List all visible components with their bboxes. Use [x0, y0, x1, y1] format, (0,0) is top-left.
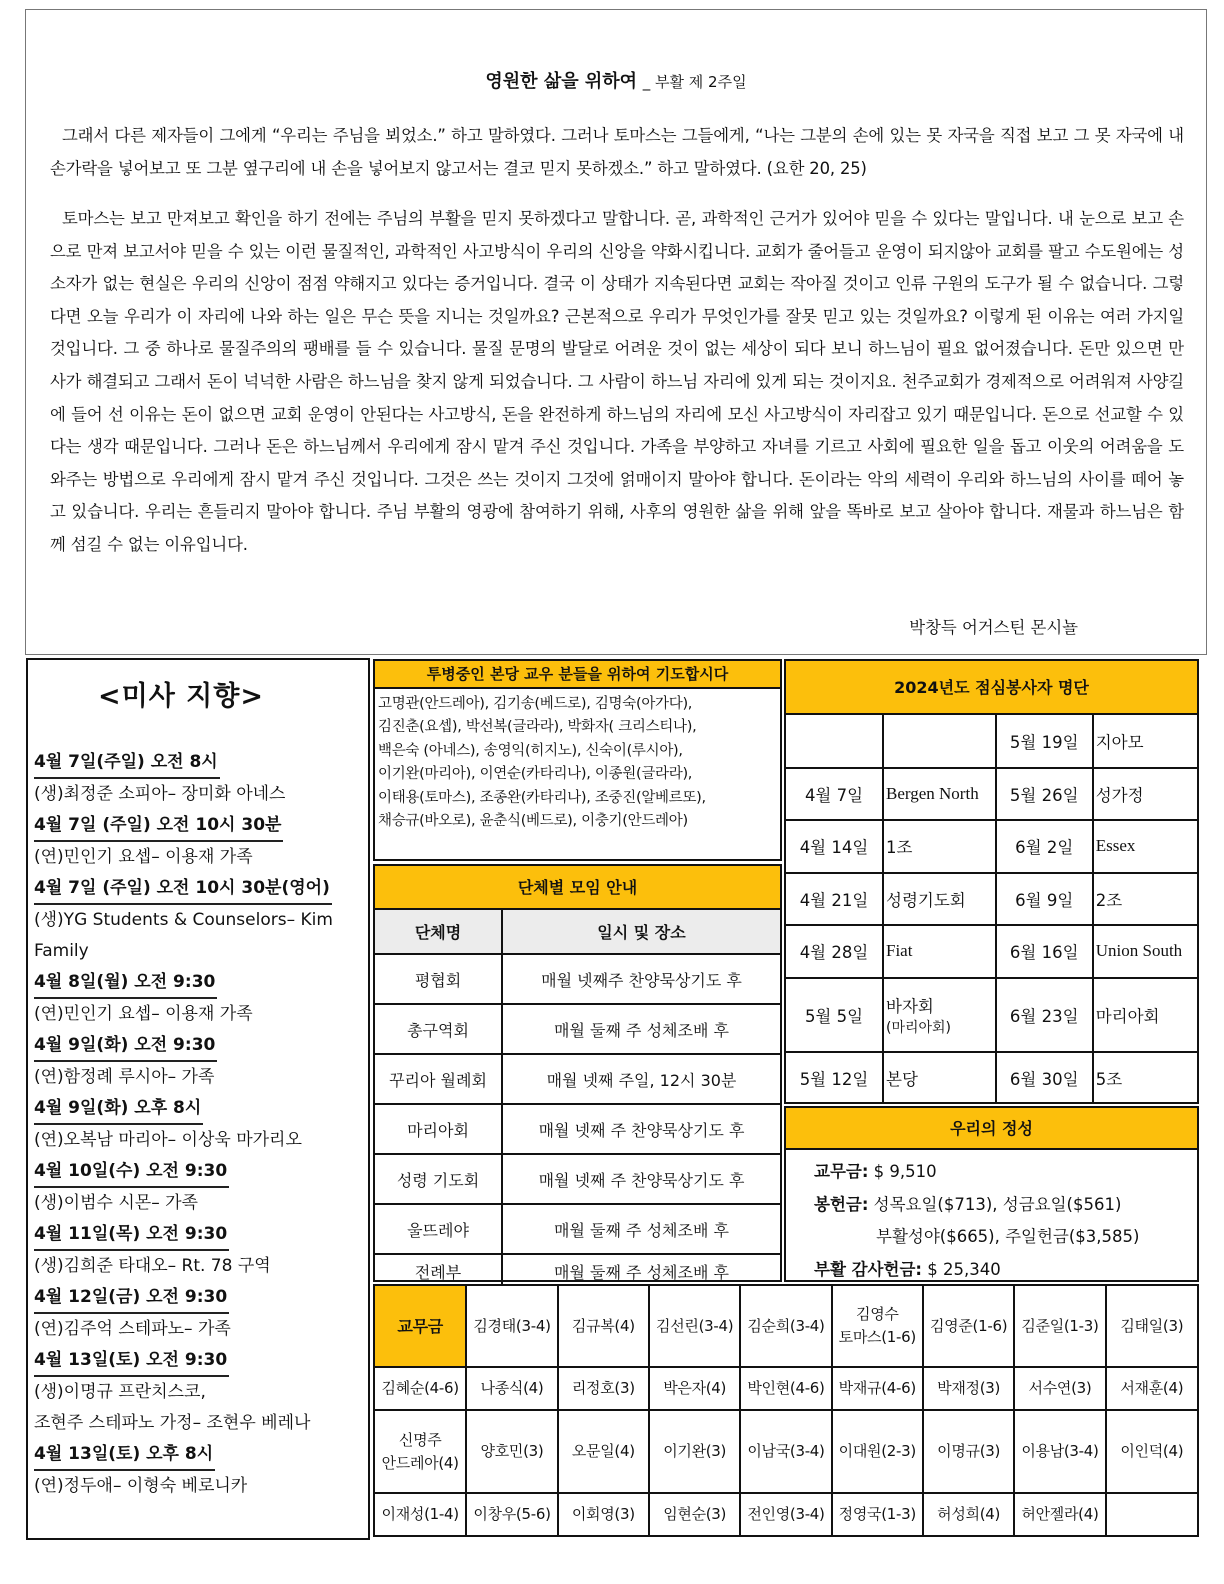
group-meetings-table [375, 910, 780, 1288]
prayer-name-line: 이태용(토마스), 조종완(카타리나), 조중진(알베르또), [378, 789, 706, 806]
lunch-team [883, 715, 996, 768]
lunch-team: 지아모 [1093, 715, 1197, 768]
lunch-team-label: 본당 [886, 1070, 918, 1090]
dues-member: 이인덕(4) [1106, 1410, 1197, 1493]
lunch-team [883, 1052, 996, 1105]
dues-member: 전인영(3-4) [740, 1493, 831, 1535]
table-row [375, 1054, 780, 1104]
lunch-date: 4월 7일 [786, 768, 883, 821]
dues-member: 허안젤라(4) [1014, 1493, 1105, 1535]
lunch-date: 6월 16일 [996, 925, 1093, 978]
lunch-volunteers-title: 2024년도 점심봉사자 명단 [786, 661, 1197, 715]
table-row [786, 715, 1197, 768]
offering-box [784, 1106, 1199, 1282]
lunch-date: 6월 2일 [996, 820, 1093, 873]
dues-member: 김영준(1-6) [923, 1286, 1014, 1367]
prayer-name-line: 백은숙 (아네스), 송영익(히지노), 신숙이(루시아), [378, 742, 683, 759]
dues-box [373, 1284, 1199, 1537]
dues-member: 김태일(3) [1106, 1286, 1197, 1367]
dues-total-label: 교무금: [814, 1162, 869, 1181]
table-row [375, 954, 780, 1004]
group-schedule: 매월 넷째주 찬양묵상기도 후 [502, 954, 780, 1004]
easter-offering-value: $ 25,340 [927, 1259, 1001, 1279]
mass-entry [34, 873, 364, 967]
dues-member: 김선린(3-4) [649, 1286, 740, 1367]
lunch-date: 5월 26일 [996, 768, 1093, 821]
lunch-team: 마리아회 [1093, 978, 1197, 1052]
dues-member: 박인현(4-6) [740, 1367, 831, 1410]
group-name: 평협회 [375, 954, 502, 1004]
offering-body [786, 1150, 1197, 1286]
lunch-date: 4월 21일 [786, 873, 883, 926]
article-heading [26, 68, 1206, 96]
lunch-team-label: 성령기도회 [886, 890, 966, 910]
dues-member: 임현순(3) [649, 1493, 740, 1535]
lunch-team: 5조 [1093, 1052, 1197, 1105]
lunch-team [883, 873, 996, 926]
dues-member: 허성희(4) [923, 1493, 1014, 1535]
article-box [25, 9, 1207, 655]
dues-member: 박재규(4-6) [832, 1367, 923, 1410]
mass-intention: (생)이범수 시몬– 가족 [34, 1193, 198, 1213]
dues-member: 신명주 안드레아(4) [375, 1410, 466, 1493]
dues-member: 서수연(3) [1014, 1367, 1105, 1410]
table-row [786, 768, 1197, 821]
lunch-team-label: 바자회 [886, 996, 934, 1016]
prayer-name-line: 고명관(안드레아), 김기송(베드로), 김명숙(아가다), [378, 696, 693, 712]
lunch-date: 5월 5일 [786, 978, 883, 1052]
mass-time: 4월 9일(화) 오전 9:30 [34, 1030, 217, 1062]
lunch-date: 6월 23일 [996, 978, 1093, 1052]
easter-offering-label: 부활 감사헌금: [814, 1259, 922, 1279]
group-name: 성령 기도회 [375, 1154, 502, 1204]
mass-time: 4월 13일(토) 오전 9:30 [34, 1345, 229, 1377]
table-row [786, 873, 1197, 926]
mass-entry [34, 967, 364, 1030]
table-row [786, 1052, 1197, 1105]
table-row [375, 1367, 1197, 1410]
lunch-team-label: Fiat [886, 941, 913, 961]
mass-intention: (연)정두애– 이형숙 베로니카 [34, 1476, 248, 1496]
mass-intention: (연)오복남 마리아– 이상욱 마가리오 [34, 1130, 302, 1150]
dues-total-line [814, 1156, 1197, 1189]
collection-line [814, 1189, 1197, 1222]
group-meetings-title: 단체별 모임 안내 [375, 866, 780, 910]
mass-entry [34, 1093, 364, 1156]
dues-member: 양호민(3) [466, 1410, 557, 1493]
mass-intention: (생)최정준 소피아– 장미화 아네스 [34, 784, 286, 804]
group-schedule: 매월 넷째 주 찬양묵상기도 후 [502, 1104, 780, 1154]
lunch-date: 5월 12일 [786, 1052, 883, 1105]
dues-member: 오문일(4) [558, 1410, 649, 1493]
lunch-team-note: (마리아회) [886, 1019, 952, 1036]
lunch-team [883, 768, 996, 821]
dues-member: 김혜순(4-6) [375, 1367, 466, 1410]
table-row [375, 1410, 1197, 1493]
mass-intention: (연)민인기 요셉– 이용재 가족 [34, 1004, 253, 1024]
lunch-volunteers-table [786, 715, 1197, 1104]
dues-member [1106, 1493, 1197, 1535]
mass-entry [34, 1219, 364, 1282]
dues-member: 이창우(5-6) [466, 1493, 557, 1535]
collection-line-2: 부활성야($665), 주일헌금($3,585) [876, 1227, 1140, 1246]
dues-member: 이명규(3) [923, 1410, 1014, 1493]
lunch-volunteers-box [784, 659, 1199, 1104]
table-row [375, 1004, 780, 1054]
lunch-date: 6월 30일 [996, 1052, 1093, 1105]
dues-member: 김규복(4) [558, 1286, 649, 1367]
lunch-date: 4월 28일 [786, 925, 883, 978]
dues-total-value: $ 9,510 [873, 1162, 937, 1181]
mass-time: 4월 9일(화) 오후 8시 [34, 1093, 203, 1125]
group-schedule: 매월 둘째 주 성체조배 후 [502, 1004, 780, 1054]
lunch-team: 성가정 [1093, 768, 1197, 821]
dues-member: 이회영(3) [558, 1493, 649, 1535]
table-row [786, 978, 1197, 1052]
lunch-team: Union South [1093, 925, 1197, 978]
prayer-name-line: 김진춘(요셉), 박선복(글라라), 박화자( 크리스티나), [378, 719, 697, 736]
mass-intentions-title: <미사 지향> [98, 681, 264, 712]
dues-member: 이재성(1-4) [375, 1493, 466, 1535]
mass-intention: (연)함정례 루시아– 가족 [34, 1067, 215, 1087]
table-row [786, 820, 1197, 873]
dues-member: 김준일(1-3) [1014, 1286, 1105, 1367]
dues-table [375, 1286, 1197, 1535]
mass-time: 4월 7일 (주일) 오전 10시 30분 [34, 810, 283, 842]
table-row [375, 1204, 780, 1254]
dues-member: 이대원(2-3) [832, 1410, 923, 1493]
lunch-date: 4월 14일 [786, 820, 883, 873]
mass-intention: (연)김주억 스테파노– 가족 [34, 1319, 231, 1339]
group-meetings-box [373, 864, 782, 1282]
dues-label: 교무금 [375, 1286, 466, 1367]
group-schedule: 매월 둘째 주 성체조배 후 [502, 1254, 780, 1288]
lunch-team-label: Bergen North [886, 783, 979, 803]
table-row [786, 925, 1197, 978]
dues-member: 이기완(3) [649, 1410, 740, 1493]
mass-intentions-list [34, 747, 364, 1502]
article-title: 영원한 삶을 위하여 [485, 71, 638, 92]
dues-member: 정영국(1-3) [832, 1493, 923, 1535]
lunch-team [883, 820, 996, 873]
mass-intention: (생)YG Students & Counselors– Kim Family [34, 910, 333, 961]
group-name: 마리아회 [375, 1104, 502, 1154]
lunch-team: Essex [1093, 820, 1197, 873]
prayer-box [373, 659, 782, 861]
mass-time: 4월 13일(토) 오후 8시 [34, 1439, 215, 1471]
dues-member: 김경태(3-4) [466, 1286, 557, 1367]
group-schedule: 매월 넷째 주일, 12시 30분 [502, 1054, 780, 1104]
dues-member: 이남국(3-4) [740, 1410, 831, 1493]
table-header-row [375, 910, 780, 954]
collection-label: 봉헌금: [814, 1194, 869, 1214]
dues-member: 서재훈(4) [1106, 1367, 1197, 1410]
lunch-date: 5월 19일 [996, 715, 1093, 768]
group-name: 전례부 [375, 1254, 502, 1288]
dues-member: 김순희(3-4) [740, 1286, 831, 1367]
article-subtitle: _ 부활 제 2주일 [642, 73, 747, 91]
mass-intention: (생)이명규 프란치스코, 조현주 스테파노 가정– 조현우 베레나 [34, 1382, 311, 1433]
article-paragraph-1: 그래서 다른 제자들이 그에게 “우리는 주님을 뵈었소.” 하고 말하였다. 그러나 토마스는 그들에게, “나는 그분의 손에 있는 못 자국을 직접 보고 그 못 자국에 내 손가락을 넣어보고 또 그분 옆구리에 내 손을 넣어보지 않고서는 결코 믿지 못하겠소.” 하고 말하였다. (요한 20, 25) [50, 126, 1184, 178]
lunch-date: 6월 9일 [996, 873, 1093, 926]
column-header-group: 단체명 [375, 910, 502, 954]
lunch-team-label: 1조 [886, 838, 913, 858]
dues-member: 박재정(3) [923, 1367, 1014, 1410]
mass-intention: (연)민인기 요셉– 이용재 가족 [34, 847, 253, 867]
article-author: 박창득 어거스틴 몬시뇰 [909, 618, 1078, 637]
group-schedule: 매월 넷째 주 찬양묵상기도 후 [502, 1154, 780, 1204]
dues-member: 박은자(4) [649, 1367, 740, 1410]
mass-entry [34, 810, 364, 873]
collection-line-1: 성목요일($713), 성금요일($561) [873, 1194, 1122, 1214]
mass-time: 4월 7일 (주일) 오전 10시 30분(영어) [34, 873, 332, 905]
mass-entry [34, 747, 364, 810]
mass-entry [34, 1439, 364, 1502]
prayer-name-line: 이기완(마리아), 이연순(카타리나), 이종원(글라라), [378, 766, 693, 783]
mass-entry [34, 1156, 364, 1219]
lunch-team: 2조 [1093, 873, 1197, 926]
prayer-title: 투병중인 본당 교우 분들을 위하여 기도합시다 [375, 661, 780, 689]
mass-entry [34, 1282, 364, 1345]
mass-intention: (생)김희준 타대오– Rt. 78 구역 [34, 1256, 271, 1276]
easter-offering-line [814, 1254, 1197, 1287]
mass-time: 4월 7일(주일) 오전 8시 [34, 747, 220, 779]
article-paragraph-2: 토마스는 보고 만져보고 확인을 하기 전에는 주님의 부활을 믿지 못하겠다고 말합니다. 곧, 과학적인 근거가 있어야 믿을 수 있다는 말입니다. 내 눈으로 보고 손으로 만져 보고서야 믿을 수 있는 이런 물질적인, 과학적인 사고방식이 우리의 신앙을 약화시킵니다. 교회가 줄어들고 운영이 되지않아 교회를 팔고 수도원에는 성소자가 없는 현실은 우리의 신앙이 점점 약해지고 있다는 증거입니다. 결국 이 상태가 지속된다면 교회는 작아질 것이고 인류 구원의 도구가 될 수 없습니다. 그렇다면 오늘 우리가 이 자리에 나와 하는 일은 무슨 뜻을 지니는 것일까요? 근본적으로 우리가 무엇인가를 잘못 믿고 있는 것일까요? 이렇게 된 이유는 여러 가지일 것입니다. 그 중 하나로 물질주의의 팽배를 들 수 있습니다. 물질 문명의 발달로 어려운 것이 없는 세상이 되다 보니 하느님이 필요 없어졌습니다. 돈만 있으면 만사가 해결되고 그래서 돈이 넉넉한 사람은 하느님을 찾지 않게 되었습니다. 그 사람이 하느님 자리에 있게 되는 것이지요. 천주교회가 경제적으로 어려워져 사양길에 들어 선 이유는 돈이 없으면 교회 운영이 안된다는 사고방식, 돈을 완전하게 하느님의 자리에 모신 사고방식이 자리잡고 있기 때문입니다. 돈으로 선교할 수 있다는 생각 때문입니다. 그러나 돈은 하느님께서 우리에게 잠시 맡겨 주신 것입니다. 가족을 부양하고 자녀를 기르고 사회에 필요한 일을 돕고 이웃의 어려움을 도와주는 방법으로 우리에게 잠시 맡겨 주신 것입니다. 그것은 쓰는 것이지 그것에 얽매이지 말아야 합니다. 돈이라는 악의 세력이 우리와 하느님의 사이를 떼어 놓고 있습니다. 우리는 흔들리지 말아야 합니다. 주님 부활의 영광에 참여하기 위해, 사후의 영원한 삶을 위해 앞을 똑바로 보고 살아야 합니다. 재물과 하느님은 함께 섬길 수 없는 이유입니다. [50, 209, 1184, 554]
table-row [375, 1104, 780, 1154]
mass-entry [34, 1345, 364, 1439]
table-row [375, 1154, 780, 1204]
lunch-team [883, 978, 996, 1052]
mass-intentions-box [26, 658, 370, 1540]
mass-entry [34, 1030, 364, 1093]
dues-member: 이용남(3-4) [1014, 1410, 1105, 1493]
group-schedule: 매월 둘째 주 성체조배 후 [502, 1204, 780, 1254]
mass-time: 4월 11일(목) 오전 9:30 [34, 1219, 229, 1251]
prayer-name-line: 채승규(바오로), 윤춘식(베드로), 이충기(안드레아) [378, 813, 688, 830]
column-header-schedule: 일시 및 장소 [502, 910, 780, 954]
dues-member: 리정호(3) [558, 1367, 649, 1410]
offering-title: 우리의 정성 [786, 1108, 1197, 1150]
dues-member: 나종식(4) [466, 1367, 557, 1410]
group-name: 꾸리아 월례회 [375, 1054, 502, 1104]
mass-time: 4월 10일(수) 오전 9:30 [34, 1156, 229, 1188]
group-name: 총구역회 [375, 1004, 502, 1054]
mass-time: 4월 12일(금) 오전 9:30 [34, 1282, 229, 1314]
lunch-team [883, 925, 996, 978]
table-row [375, 1254, 780, 1288]
table-row [375, 1286, 1197, 1367]
group-name: 울뜨레야 [375, 1204, 502, 1254]
dues-member: 김영수 토마스(1-6) [832, 1286, 923, 1367]
table-row [375, 1493, 1197, 1535]
prayer-names [375, 689, 780, 833]
lunch-date [786, 715, 883, 768]
mass-time: 4월 8일(월) 오전 9:30 [34, 967, 217, 999]
